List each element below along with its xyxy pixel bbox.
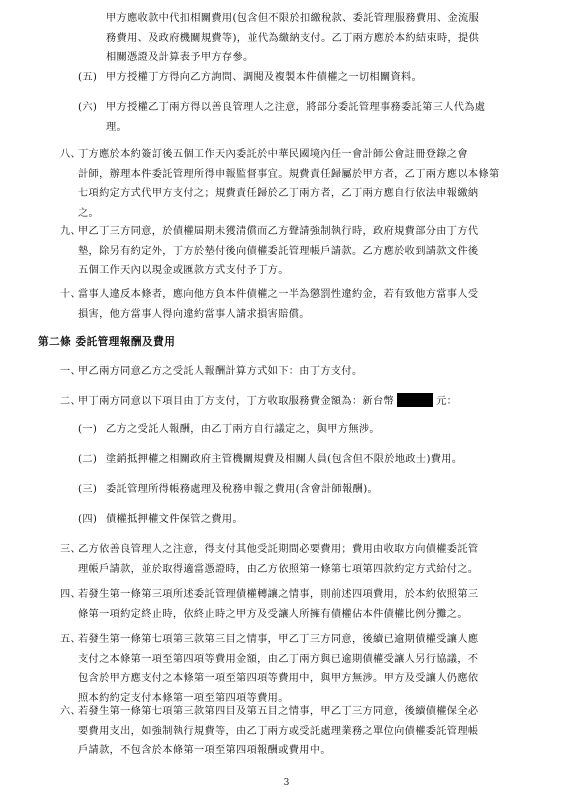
clause-item-5: (五) 甲方授權丁方得向乙方詢問、調閱及複製本件債權之一切相關資料。 [78, 72, 423, 83]
clause-9: 九、 甲乙丁三方同意，於債權屆期未獲清償而乙方聲請強制執行時，政府規費部分由丁方代 墊，除另有約定外，丁方於墊付後向債權委託管理帳戶請款。乙方應於收到請款文件後 五個工作天內以現金或匯款方式支付予丁方。 [60, 226, 479, 276]
fee-subitem-2: (二) 塗銷抵押權之相關政府主管機關規費及相關人員(包含但不限於地政士)費用。 [78, 454, 463, 465]
fee-subitem-3: (三) 委託管理所得帳務處理及稅務申報之費用(含會計師報酬)。 [78, 484, 379, 495]
clause-10: 十、 當事人違反本條者，應向他方負本件債權之一半為懲罰性違約金，若有致他方當事人受 損害，他方當事人得向違約當事人請求損害賠償。 [60, 289, 479, 320]
section-heading: 第二條 委託管理報酬及費用 [38, 336, 176, 348]
fee-item-2: 二、 甲丁兩方同意以下項目由丁方支付，丁方收取服務費金額為：新台幣 元： [60, 392, 457, 412]
fee-item-1: 一、 甲乙兩方同意乙方之受託人報酬計算方式如下：由丁方支付。 [60, 366, 363, 377]
page-number: 3 [283, 778, 290, 788]
fee-item-5: 五、 若發生第一條第七項第三款第三目之情事，甲乙丁三方同意，後續已逾期債權受讓人應 支付之本條第一項至第四項等費用金額，由乙丁兩方與已逾期債權受讓人另行協議，不 包含於甲方應支付之本條第一項至第四項等費用中，與甲方無涉。甲方及受讓人仍應依 照本約約定支付本條第一項至第四項等費用。 [60, 634, 479, 704]
fee-item-6: 六、 若發生第一條第七項第三款第四目及第五目之情事，甲乙丁三方同意，後續債權保全必 要費用支出，如強制執行規費等，由乙丁兩方或受託處理業務之單位向債權委託管理帳 戶請款，不包含於本條第一項至第四項報酬或費用中。 [60, 706, 479, 756]
paragraph-continuation: 甲方應收款中代扣相關費用(包含但不限於扣繳稅款、委託管理服務費用、金流服 務費用、及政府機關規費等)，並代為繳納支付。乙丁兩方應於本約結束時，提供 相關憑證及計算表予甲方存參。 [106, 13, 480, 63]
fee-item-3: 三、 乙方依善良管理人之注意，得支付其他受託期間必要費用；費用由收取方向債權委託管 理帳戶請款，並於取得適當憑證時，由乙方依照第一條第七項第四款約定方式給付之。 [60, 544, 479, 575]
fee-subitem-1: (一) 乙方之受託人報酬，由乙丁兩方自行議定之，與甲方無涉。 [78, 424, 380, 435]
fee-subitem-4: (四) 債權抵押權文件保管之費用。 [78, 514, 243, 525]
redacted-amount [397, 393, 433, 407]
fee-item-4: 四、 若發生第一條第三項所述委託管理債權轉讓之情事，則前述四項費用，於本約依照第三 條第一項約定終止時，依終止時之甲方及受讓人所擁有債權佔本件債權比例分攤之。 [60, 589, 479, 620]
clause-item-6: (六) 甲方授權乙丁兩方得以善良管理人之注意，將部分委託管理事務委託第三人代為處 理。 [78, 102, 486, 133]
clause-8: 八、 丁方應於本約簽訂後五個工作天內委託於中華民國境內任一會計師公會註冊登錄之會 計師，辦理本件委託管理所得申報監督事宜。規費責任歸屬於甲方者，乙丁兩方應以本條第 七項約定方式代甲方支付之；規費責任歸於乙丁兩方者，乙丁兩方應自行依法申報繳納 之。 [60, 149, 500, 219]
